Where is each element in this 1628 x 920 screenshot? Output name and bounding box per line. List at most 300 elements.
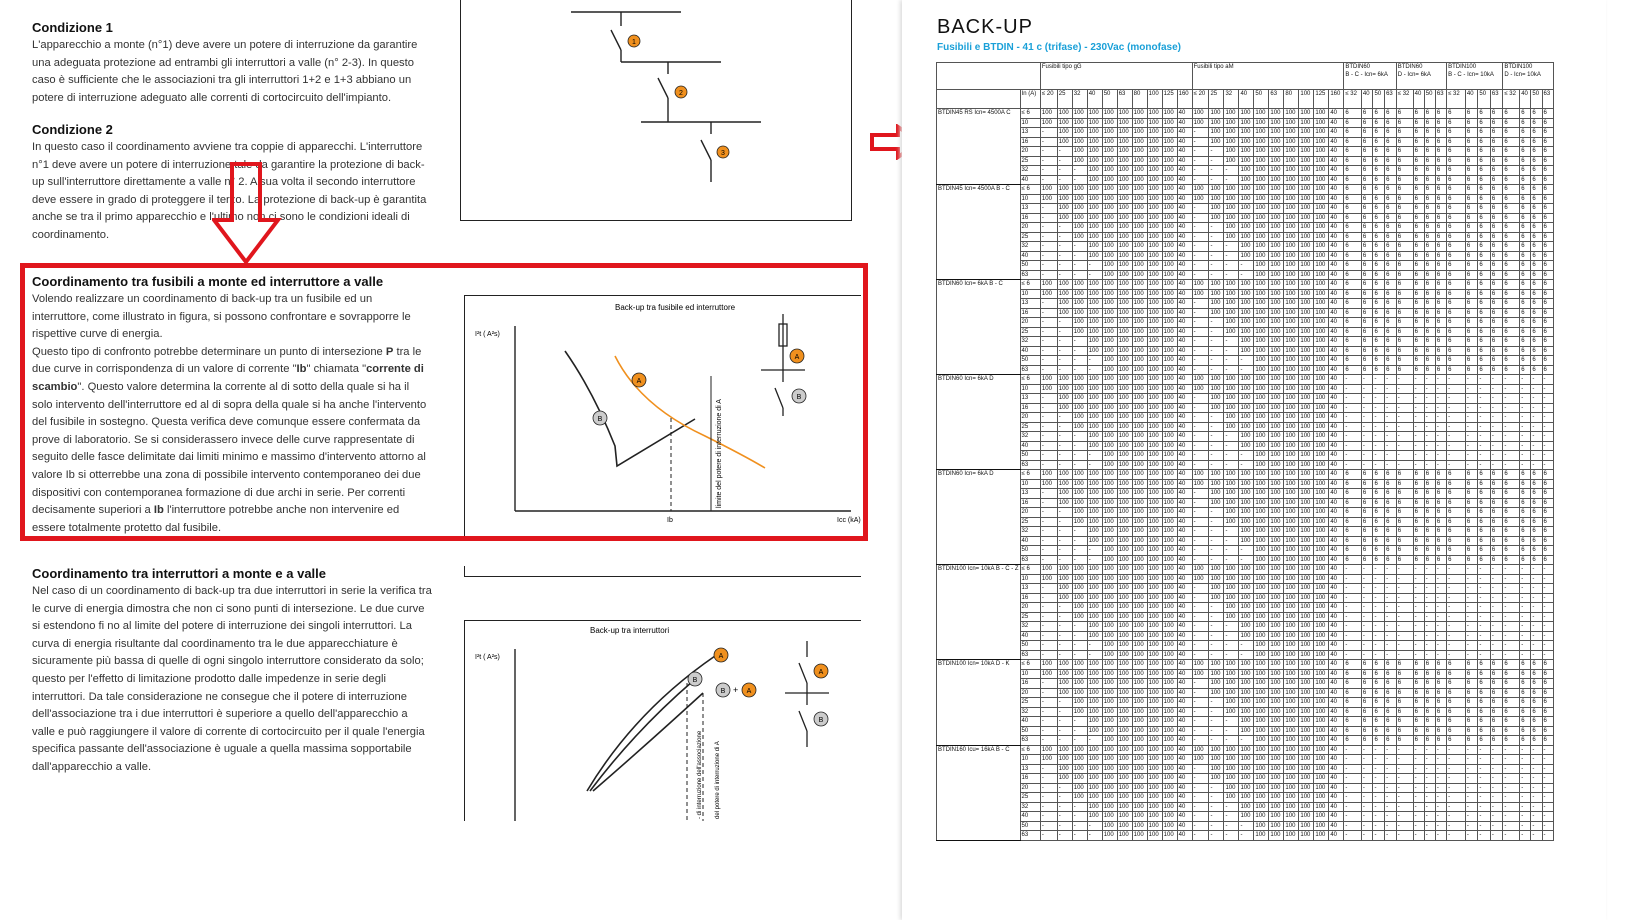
cell-grp: 6	[1396, 299, 1413, 309]
table-row	[937, 508, 1554, 518]
cell-gg: 100	[1102, 831, 1117, 841]
table-row	[937, 289, 1554, 299]
cell-gg: -	[1040, 517, 1057, 527]
cell-gg: 100	[1072, 137, 1087, 147]
cell-grp: -	[1373, 783, 1385, 793]
cell-grp: 6	[1490, 118, 1502, 128]
cell-grp: -	[1396, 565, 1413, 575]
cell-gg: -	[1040, 270, 1057, 280]
cell-grp: -	[1396, 432, 1413, 442]
row-in: 50	[1020, 641, 1040, 651]
cell-grp: -	[1373, 432, 1385, 442]
cell-grp: 6	[1361, 109, 1373, 119]
cell-gg: 40	[1177, 166, 1192, 176]
cell-am: 100	[1269, 280, 1284, 290]
cell-grp: -	[1435, 764, 1446, 774]
cell-grp: 6	[1542, 156, 1553, 166]
cell-am: 100	[1239, 612, 1254, 622]
cell-am: -	[1192, 318, 1209, 328]
cell-gg: -	[1040, 622, 1057, 632]
cell-grp: -	[1490, 793, 1502, 803]
cell-gg: 40	[1177, 185, 1192, 195]
cell-am: 100	[1239, 394, 1254, 404]
cell-grp: 6	[1520, 479, 1531, 489]
header-group-3	[1503, 63, 1554, 90]
table-row	[937, 603, 1554, 613]
cell-am: 100	[1254, 498, 1269, 508]
cell-am: 100	[1254, 527, 1269, 537]
cell-grp: 6	[1520, 489, 1531, 499]
cell-grp: 6	[1344, 137, 1362, 147]
row-in: 50	[1020, 261, 1040, 271]
cell-grp: 6	[1503, 204, 1520, 214]
cell-am: 100	[1284, 517, 1299, 527]
cell-gg: 100	[1102, 536, 1117, 546]
cell-gg: -	[1040, 536, 1057, 546]
cell-am: -	[1209, 536, 1224, 546]
breakers-chart-top-rule	[464, 566, 861, 577]
chart2-b2-text: B	[720, 688, 726, 695]
cell-am: 100	[1314, 783, 1329, 793]
cell-am: 100	[1284, 546, 1299, 556]
cell-grp: -	[1503, 432, 1520, 442]
cell-am: 40	[1329, 422, 1344, 432]
cell-am: 100	[1239, 707, 1254, 717]
cell-grp: -	[1413, 384, 1424, 394]
cell-grp: -	[1503, 764, 1520, 774]
cell-grp: 6	[1520, 536, 1531, 546]
cell-grp: -	[1542, 802, 1553, 812]
cell-grp: -	[1503, 802, 1520, 812]
cell-am: 100	[1314, 489, 1329, 499]
cell-grp: 6	[1447, 156, 1466, 166]
cell-am: 100	[1224, 707, 1239, 717]
cell-am: 100	[1254, 660, 1269, 670]
cell-am: 100	[1314, 375, 1329, 385]
group-label: BTDIN100 Icn= 10kA D - K	[937, 660, 1021, 746]
cell-gg: 100	[1117, 261, 1132, 271]
cell-grp: -	[1542, 650, 1553, 660]
cell-am: 100	[1299, 679, 1314, 689]
chart2-b-text: B	[692, 677, 698, 684]
cell-am: -	[1209, 707, 1224, 717]
cell-grp: 6	[1396, 726, 1413, 736]
cell-gg: 100	[1132, 508, 1147, 518]
cell-gg: 100	[1057, 213, 1072, 223]
cell-grp: 6	[1447, 726, 1466, 736]
cell-am: 100	[1284, 783, 1299, 793]
cell-am: -	[1209, 413, 1224, 423]
cell-am: 100	[1299, 783, 1314, 793]
cell-grp: -	[1520, 460, 1531, 470]
cell-grp: 6	[1520, 736, 1531, 746]
p2-cs: corrente di scambio	[32, 363, 424, 393]
cell-gg: 100	[1162, 774, 1177, 784]
cell-am: 100	[1314, 194, 1329, 204]
cell-gg: -	[1072, 527, 1087, 537]
cell-gg: 100	[1147, 109, 1162, 119]
cell-am: 100	[1269, 489, 1284, 499]
cell-grp: 6	[1373, 698, 1385, 708]
cell-grp: 6	[1413, 299, 1424, 309]
cell-am: 100	[1239, 726, 1254, 736]
cell-am: 100	[1209, 688, 1224, 698]
cell-gg: 100	[1102, 669, 1117, 679]
cell-am: 100	[1299, 755, 1314, 765]
cell-grp: -	[1413, 755, 1424, 765]
cell-gg: 40	[1177, 375, 1192, 385]
cell-grp: 6	[1373, 261, 1385, 271]
cell-gg: 100	[1117, 337, 1132, 347]
cell-grp: -	[1413, 565, 1424, 575]
cell-gg: 100	[1072, 679, 1087, 689]
cell-grp: -	[1396, 422, 1413, 432]
chart2-a-text: A	[718, 653, 724, 660]
cell-am: 100	[1254, 812, 1269, 822]
cell-am: 40	[1329, 831, 1344, 841]
cell-am: 100	[1269, 318, 1284, 328]
cell-grp: 6	[1503, 555, 1520, 565]
cell-gg: 100	[1162, 318, 1177, 328]
cell-grp: -	[1344, 565, 1362, 575]
backup-table	[936, 62, 1554, 841]
cell-grp: -	[1373, 451, 1385, 461]
row-in: 16	[1020, 498, 1040, 508]
cell-grp: -	[1490, 403, 1502, 413]
cell-am: 40	[1329, 470, 1344, 480]
cell-grp: 6	[1503, 698, 1520, 708]
cell-am: 100	[1314, 346, 1329, 356]
cell-am: 100	[1269, 717, 1284, 727]
cell-grp: 6	[1396, 185, 1413, 195]
row-in: 32	[1020, 527, 1040, 537]
cell-grp: -	[1413, 584, 1424, 594]
cell-am: 100	[1254, 128, 1269, 138]
cell-am: 40	[1329, 783, 1344, 793]
cell-gg: 100	[1087, 223, 1102, 233]
cell-am: -	[1192, 555, 1209, 565]
cell-grp: -	[1520, 394, 1531, 404]
cell-grp: 6	[1503, 175, 1520, 185]
cell-gg: -	[1040, 242, 1057, 252]
cell-gg: 100	[1087, 204, 1102, 214]
cell-am: 40	[1329, 185, 1344, 195]
cell-grp: 6	[1396, 698, 1413, 708]
table-row	[937, 593, 1554, 603]
cell-grp: 6	[1490, 717, 1502, 727]
cell-am: 100	[1209, 593, 1224, 603]
cell-am: 100	[1314, 726, 1329, 736]
cell-grp: 6	[1503, 223, 1520, 233]
cell-grp: 6	[1413, 546, 1424, 556]
cell-am: -	[1239, 451, 1254, 461]
cell-gg: 100	[1087, 745, 1102, 755]
cell-grp: -	[1447, 774, 1466, 784]
cell-gg: 100	[1102, 489, 1117, 499]
cell-gg: 100	[1162, 631, 1177, 641]
cell-am: 100	[1269, 213, 1284, 223]
cell-grp: 6	[1531, 717, 1542, 727]
cell-grp: 6	[1520, 175, 1531, 185]
cell-gg: 100	[1162, 118, 1177, 128]
cell-grp: 6	[1542, 470, 1553, 480]
cell-gg: -	[1057, 517, 1072, 527]
cell-am: -	[1192, 346, 1209, 356]
cell-am: -	[1209, 441, 1224, 451]
cell-gg: 100	[1147, 517, 1162, 527]
cell-am: -	[1209, 812, 1224, 822]
cell-am: 100	[1209, 660, 1224, 670]
cell-gg: 100	[1057, 308, 1072, 318]
cell-grp: 6	[1478, 175, 1490, 185]
cell-grp: -	[1361, 403, 1373, 413]
cell-am: 40	[1329, 650, 1344, 660]
cell-grp: -	[1478, 413, 1490, 423]
cell-gg: 100	[1147, 527, 1162, 537]
cell-gg: 100	[1072, 489, 1087, 499]
cell-grp: 6	[1478, 536, 1490, 546]
cell-grp: 6	[1361, 669, 1373, 679]
cell-grp: 6	[1385, 660, 1397, 670]
cell-am: 100	[1284, 707, 1299, 717]
cell-grp: 6	[1447, 698, 1466, 708]
cell-am: 100	[1254, 517, 1269, 527]
cell-grp: 6	[1396, 688, 1413, 698]
cell-am: 100	[1314, 527, 1329, 537]
cell-grp: 6	[1542, 280, 1553, 290]
cell-grp: -	[1361, 584, 1373, 594]
table-row	[937, 422, 1554, 432]
cell-grp: -	[1478, 812, 1490, 822]
cell-am: 100	[1314, 584, 1329, 594]
cell-grp: -	[1413, 460, 1424, 470]
cell-grp: -	[1478, 821, 1490, 831]
cell-gg: 100	[1117, 517, 1132, 527]
cell-grp: 6	[1385, 251, 1397, 261]
cell-grp: 6	[1520, 508, 1531, 518]
cell-am: 40	[1329, 451, 1344, 461]
cell-grp: -	[1344, 451, 1362, 461]
cell-grp: 6	[1385, 489, 1397, 499]
cell-grp: 6	[1344, 365, 1362, 375]
table-row	[937, 555, 1554, 565]
cell-grp: -	[1396, 641, 1413, 651]
cell-grp: 6	[1361, 498, 1373, 508]
col-gg: 63	[1117, 90, 1132, 109]
cell-am: 100	[1209, 289, 1224, 299]
cell-am: 100	[1254, 745, 1269, 755]
cell-grp: -	[1531, 831, 1542, 841]
cell-grp: -	[1361, 451, 1373, 461]
cell-am: 40	[1329, 299, 1344, 309]
cell-am: 40	[1329, 375, 1344, 385]
cell-grp: 6	[1542, 365, 1553, 375]
cell-gg: 100	[1102, 603, 1117, 613]
cell-am: 100	[1224, 793, 1239, 803]
cell-gg: 100	[1117, 508, 1132, 518]
cell-am: 100	[1299, 137, 1314, 147]
cell-grp: 6	[1531, 128, 1542, 138]
cell-am: 100	[1299, 308, 1314, 318]
cell-grp: -	[1503, 612, 1520, 622]
cell-gg: 40	[1177, 432, 1192, 442]
cell-grp: 6	[1531, 489, 1542, 499]
cell-am: 100	[1284, 185, 1299, 195]
cell-grp: 6	[1503, 251, 1520, 261]
cell-grp: 6	[1435, 327, 1446, 337]
cell-am: 100	[1224, 213, 1239, 223]
cell-am: 100	[1239, 242, 1254, 252]
cell-am: 100	[1254, 536, 1269, 546]
cell-am: 100	[1314, 755, 1329, 765]
cell-grp: 6	[1490, 242, 1502, 252]
cell-am: -	[1209, 270, 1224, 280]
cell-gg: 100	[1102, 679, 1117, 689]
row-in: ≤ 6	[1020, 565, 1040, 575]
cell-grp: 6	[1424, 555, 1435, 565]
cell-grp: 6	[1503, 688, 1520, 698]
cell-gg: 100	[1072, 764, 1087, 774]
cell-gg: 40	[1177, 422, 1192, 432]
cell-am: 40	[1329, 403, 1344, 413]
cell-am: 100	[1299, 365, 1314, 375]
cell-grp: 6	[1424, 698, 1435, 708]
cell-grp: -	[1447, 593, 1466, 603]
cell-grp: -	[1344, 755, 1362, 765]
cell-am: 100	[1269, 508, 1284, 518]
cell-am: 100	[1284, 384, 1299, 394]
cell-am: 100	[1239, 593, 1254, 603]
cell-am: 100	[1269, 679, 1284, 689]
cell-gg: 100	[1040, 470, 1057, 480]
cell-grp: 6	[1531, 470, 1542, 480]
cell-grp: 6	[1478, 213, 1490, 223]
cell-grp: 6	[1447, 660, 1466, 670]
cell-grp: 6	[1490, 536, 1502, 546]
cell-grp: -	[1478, 422, 1490, 432]
cell-grp: 6	[1465, 726, 1477, 736]
cell-grp: 6	[1435, 213, 1446, 223]
cell-gg: 100	[1147, 251, 1162, 261]
cell-am: -	[1192, 261, 1209, 271]
cell-gg: 100	[1040, 384, 1057, 394]
cell-gg: 100	[1040, 479, 1057, 489]
cell-am: -	[1192, 688, 1209, 698]
cell-am: 100	[1239, 793, 1254, 803]
cell-am: 100	[1254, 337, 1269, 347]
cell-am: -	[1209, 603, 1224, 613]
cell-grp: 6	[1478, 251, 1490, 261]
cell-gg: 100	[1147, 489, 1162, 499]
cell-am: 100	[1299, 698, 1314, 708]
cell-am: 100	[1314, 460, 1329, 470]
cell-am: 40	[1329, 565, 1344, 575]
cell-am: 40	[1329, 327, 1344, 337]
cell-grp: 6	[1413, 698, 1424, 708]
cell-am: 40	[1329, 365, 1344, 375]
col-grp: 63	[1385, 90, 1397, 109]
cell-am: 100	[1192, 470, 1209, 480]
cell-grp: 6	[1396, 223, 1413, 233]
cell-gg: 100	[1132, 764, 1147, 774]
cell-gg: 100	[1057, 403, 1072, 413]
cell-grp: 6	[1396, 147, 1413, 157]
cell-am: 100	[1284, 403, 1299, 413]
cell-am: 100	[1284, 470, 1299, 480]
cell-gg: -	[1040, 251, 1057, 261]
cell-grp: 6	[1520, 707, 1531, 717]
cell-am: 100	[1284, 337, 1299, 347]
col-am: 160	[1329, 90, 1344, 109]
cell-gg: -	[1040, 612, 1057, 622]
cell-grp: -	[1424, 603, 1435, 613]
cell-grp: 6	[1531, 194, 1542, 204]
cell-gg: -	[1072, 166, 1087, 176]
table-row	[937, 280, 1554, 290]
cell-grp: -	[1385, 603, 1397, 613]
cell-grp: 6	[1435, 147, 1446, 157]
cell-grp: 6	[1385, 223, 1397, 233]
cell-gg: 100	[1072, 783, 1087, 793]
cell-grp: 6	[1465, 194, 1477, 204]
cell-grp: 6	[1413, 261, 1424, 271]
cell-grp: -	[1413, 603, 1424, 613]
cell-gg: 100	[1147, 821, 1162, 831]
cell-grp: -	[1447, 565, 1466, 575]
table-row	[937, 812, 1554, 822]
cell-gg: 100	[1117, 460, 1132, 470]
cell-grp: 6	[1396, 337, 1413, 347]
cell-gg: 100	[1087, 118, 1102, 128]
cell-grp: -	[1478, 650, 1490, 660]
cell-gg: 40	[1177, 641, 1192, 651]
cell-gg: 100	[1117, 270, 1132, 280]
cell-grp: 6	[1465, 517, 1477, 527]
curve2-b	[590, 681, 693, 791]
cell-grp: 6	[1531, 251, 1542, 261]
cell-grp: 6	[1396, 327, 1413, 337]
cell-gg: 40	[1177, 793, 1192, 803]
cell-gg: 100	[1057, 394, 1072, 404]
cell-am: 100	[1224, 603, 1239, 613]
cell-grp: 6	[1373, 299, 1385, 309]
cell-grp: 6	[1413, 128, 1424, 138]
cell-grp: 6	[1385, 527, 1397, 537]
cell-gg: 100	[1147, 688, 1162, 698]
cell-grp: -	[1396, 375, 1413, 385]
cell-gg: 100	[1072, 584, 1087, 594]
cell-am: 100	[1299, 261, 1314, 271]
cell-gg: -	[1057, 508, 1072, 518]
cell-gg: 40	[1177, 337, 1192, 347]
cell-grp: 6	[1503, 318, 1520, 328]
cell-grp: -	[1435, 565, 1446, 575]
cell-gg: 100	[1087, 308, 1102, 318]
cell-grp: -	[1503, 460, 1520, 470]
cell-am: 40	[1329, 384, 1344, 394]
cell-am: -	[1239, 641, 1254, 651]
cell-am: 100	[1299, 185, 1314, 195]
cell-grp: -	[1490, 593, 1502, 603]
cell-grp: 6	[1490, 137, 1502, 147]
cell-gg: 100	[1162, 128, 1177, 138]
cell-grp: -	[1520, 745, 1531, 755]
cell-grp: -	[1344, 403, 1362, 413]
cell-grp: 6	[1531, 242, 1542, 252]
cell-am: 100	[1299, 831, 1314, 841]
cell-grp: 6	[1344, 289, 1362, 299]
cell-gg: 100	[1072, 156, 1087, 166]
